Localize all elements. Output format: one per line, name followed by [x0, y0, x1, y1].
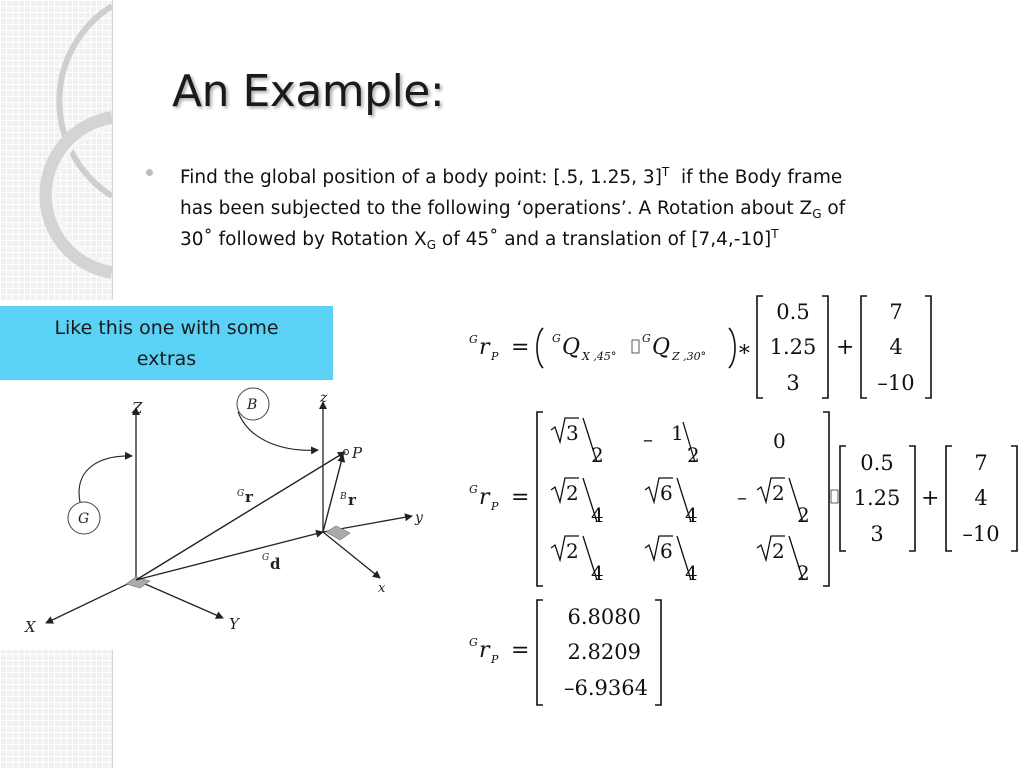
eq2-equals: = — [511, 485, 530, 510]
global-position-vector — [136, 452, 345, 580]
subscript-g: G — [812, 207, 822, 221]
decorative-rings — [0, 0, 200, 320]
bullet-line-1 — [180, 162, 960, 193]
eq2-lhs-sup: G — [469, 483, 478, 496]
m12-numerator: 1 — [671, 421, 684, 445]
m32-numerator: 6 — [660, 539, 673, 563]
bullet-line-2-text: has been subjected to the following ‘operations’. A Rotation about Z — [180, 198, 813, 219]
m23-denominator: 2 — [797, 503, 810, 527]
label-r-body-sup: B — [340, 492, 347, 502]
label-d: d — [270, 555, 281, 573]
label-body-y: y — [415, 510, 423, 526]
m22-denominator: 4 — [685, 503, 698, 527]
label-point-p: P — [352, 444, 363, 462]
m11-numerator: 3 — [566, 421, 579, 445]
label-r-global: r — [245, 488, 253, 506]
eq3-lhs-sup: G — [469, 636, 478, 649]
eq1-q2: Q — [652, 335, 671, 360]
label-global-z: Z — [132, 399, 143, 417]
missing-glyph-box — [632, 340, 639, 353]
body-x-axis — [323, 532, 380, 578]
eq1-translation-y: 4 — [889, 335, 903, 359]
bullet-line-1-tail: if the Body frame — [681, 167, 843, 188]
bullet-line-3 — [180, 224, 960, 255]
label-r-body: r — [348, 491, 356, 509]
slide-title: An Example: — [172, 66, 445, 117]
m33-numerator: 2 — [772, 539, 785, 563]
bullet-line-3-mid: of 45˚ and a translation of [7,4,-10] — [436, 229, 772, 250]
eq2-translation-z: –10 — [962, 522, 1000, 546]
eq1-vector-x: 0.5 — [776, 300, 810, 324]
eq2-translation-x: 7 — [974, 451, 988, 475]
bullet-line-2 — [180, 193, 960, 224]
label-d-sup: G — [262, 553, 270, 563]
eq1-q2-sub: Z ,30° — [672, 350, 707, 363]
label-global-y: Y — [229, 615, 239, 633]
missing-glyph-box — [831, 490, 838, 503]
eq2-lhs-sub: P — [491, 500, 499, 513]
eq1-lhs-sub: P — [491, 350, 499, 363]
m21-denominator: 4 — [591, 503, 604, 527]
frame-g-arrow — [79, 456, 132, 502]
eq1-lhs-r: r — [479, 335, 490, 360]
m11-denominator: 2 — [591, 443, 604, 467]
m22-numerator: 6 — [660, 481, 673, 505]
eq2-vector-x: 0.5 — [860, 451, 894, 475]
translation-vector — [136, 532, 323, 580]
eq3-result-x: 6.8080 — [567, 605, 641, 629]
eq1-q1: Q — [562, 335, 581, 360]
subscript-g: G — [426, 238, 437, 252]
callout-box — [0, 306, 333, 380]
eq1-lhs-sup: G — [469, 333, 478, 346]
eq1-multiply: ∗ — [737, 337, 752, 362]
global-y-axis — [136, 580, 223, 618]
equations-area — [455, 290, 1020, 715]
frame-diagram — [0, 380, 440, 650]
eq1-translation-x: 7 — [889, 300, 903, 324]
eq2-vector-y: 1.25 — [853, 486, 901, 510]
m31-denominator: 4 — [591, 561, 604, 585]
eq2-lhs-r: r — [479, 485, 490, 510]
m31-numerator: 2 — [566, 539, 579, 563]
transpose-superscript: T — [771, 227, 779, 241]
m13-value: 0 — [773, 429, 786, 453]
m23-numerator: 2 — [772, 481, 785, 505]
eq1-q1-sup: G — [552, 332, 561, 345]
bullet-line-1-text: Find the global position of a body point: [.5, 1.25, 3] — [180, 167, 662, 188]
callout-line-2: extras — [136, 348, 197, 370]
eq2-plus: + — [921, 486, 940, 511]
m32-denominator: 4 — [685, 561, 698, 585]
m21-numerator: 2 — [566, 481, 579, 505]
m12-sign: – — [643, 427, 653, 451]
m33-denominator: 2 — [797, 561, 810, 585]
eq2-translation-y: 4 — [974, 486, 988, 510]
eq1-vector-z: 3 — [786, 371, 800, 395]
bullet-line-2-tail: of — [821, 198, 846, 219]
transpose-superscript: T — [661, 165, 670, 179]
eq3-result-y: 2.8209 — [567, 640, 641, 664]
eq1-equals: = — [511, 335, 530, 360]
label-r-global-sup: G — [237, 489, 245, 499]
callout-line-1: Like this one with some — [54, 317, 279, 339]
eq1-vector-y: 1.25 — [769, 335, 817, 359]
bullet-dot — [146, 169, 153, 176]
label-body-z: z — [320, 390, 328, 406]
eq1-q1-sub: X ,45° — [582, 350, 617, 363]
m23-sign: – — [737, 485, 747, 509]
eq3-equals: = — [511, 638, 530, 663]
label-body-x: x — [378, 581, 386, 596]
m12-denominator: 2 — [687, 443, 700, 467]
eq2-vector-z: 3 — [870, 522, 884, 546]
bullet-text — [180, 162, 960, 255]
eq3-result-z: –6.9364 — [564, 676, 648, 700]
eq1-q2-sup: G — [642, 332, 651, 345]
label-frame-b: B — [247, 397, 258, 413]
global-x-axis — [46, 580, 136, 623]
label-frame-g: G — [78, 511, 90, 527]
eq1-plus: + — [836, 335, 855, 360]
eq3-lhs-sub: P — [491, 653, 499, 666]
eq1-translation-z: –10 — [877, 371, 915, 395]
bullet-line-3-text: 30˚ followed by Rotation X — [180, 229, 427, 250]
eq3-lhs-r: r — [479, 638, 490, 663]
label-global-x: X — [25, 618, 36, 636]
